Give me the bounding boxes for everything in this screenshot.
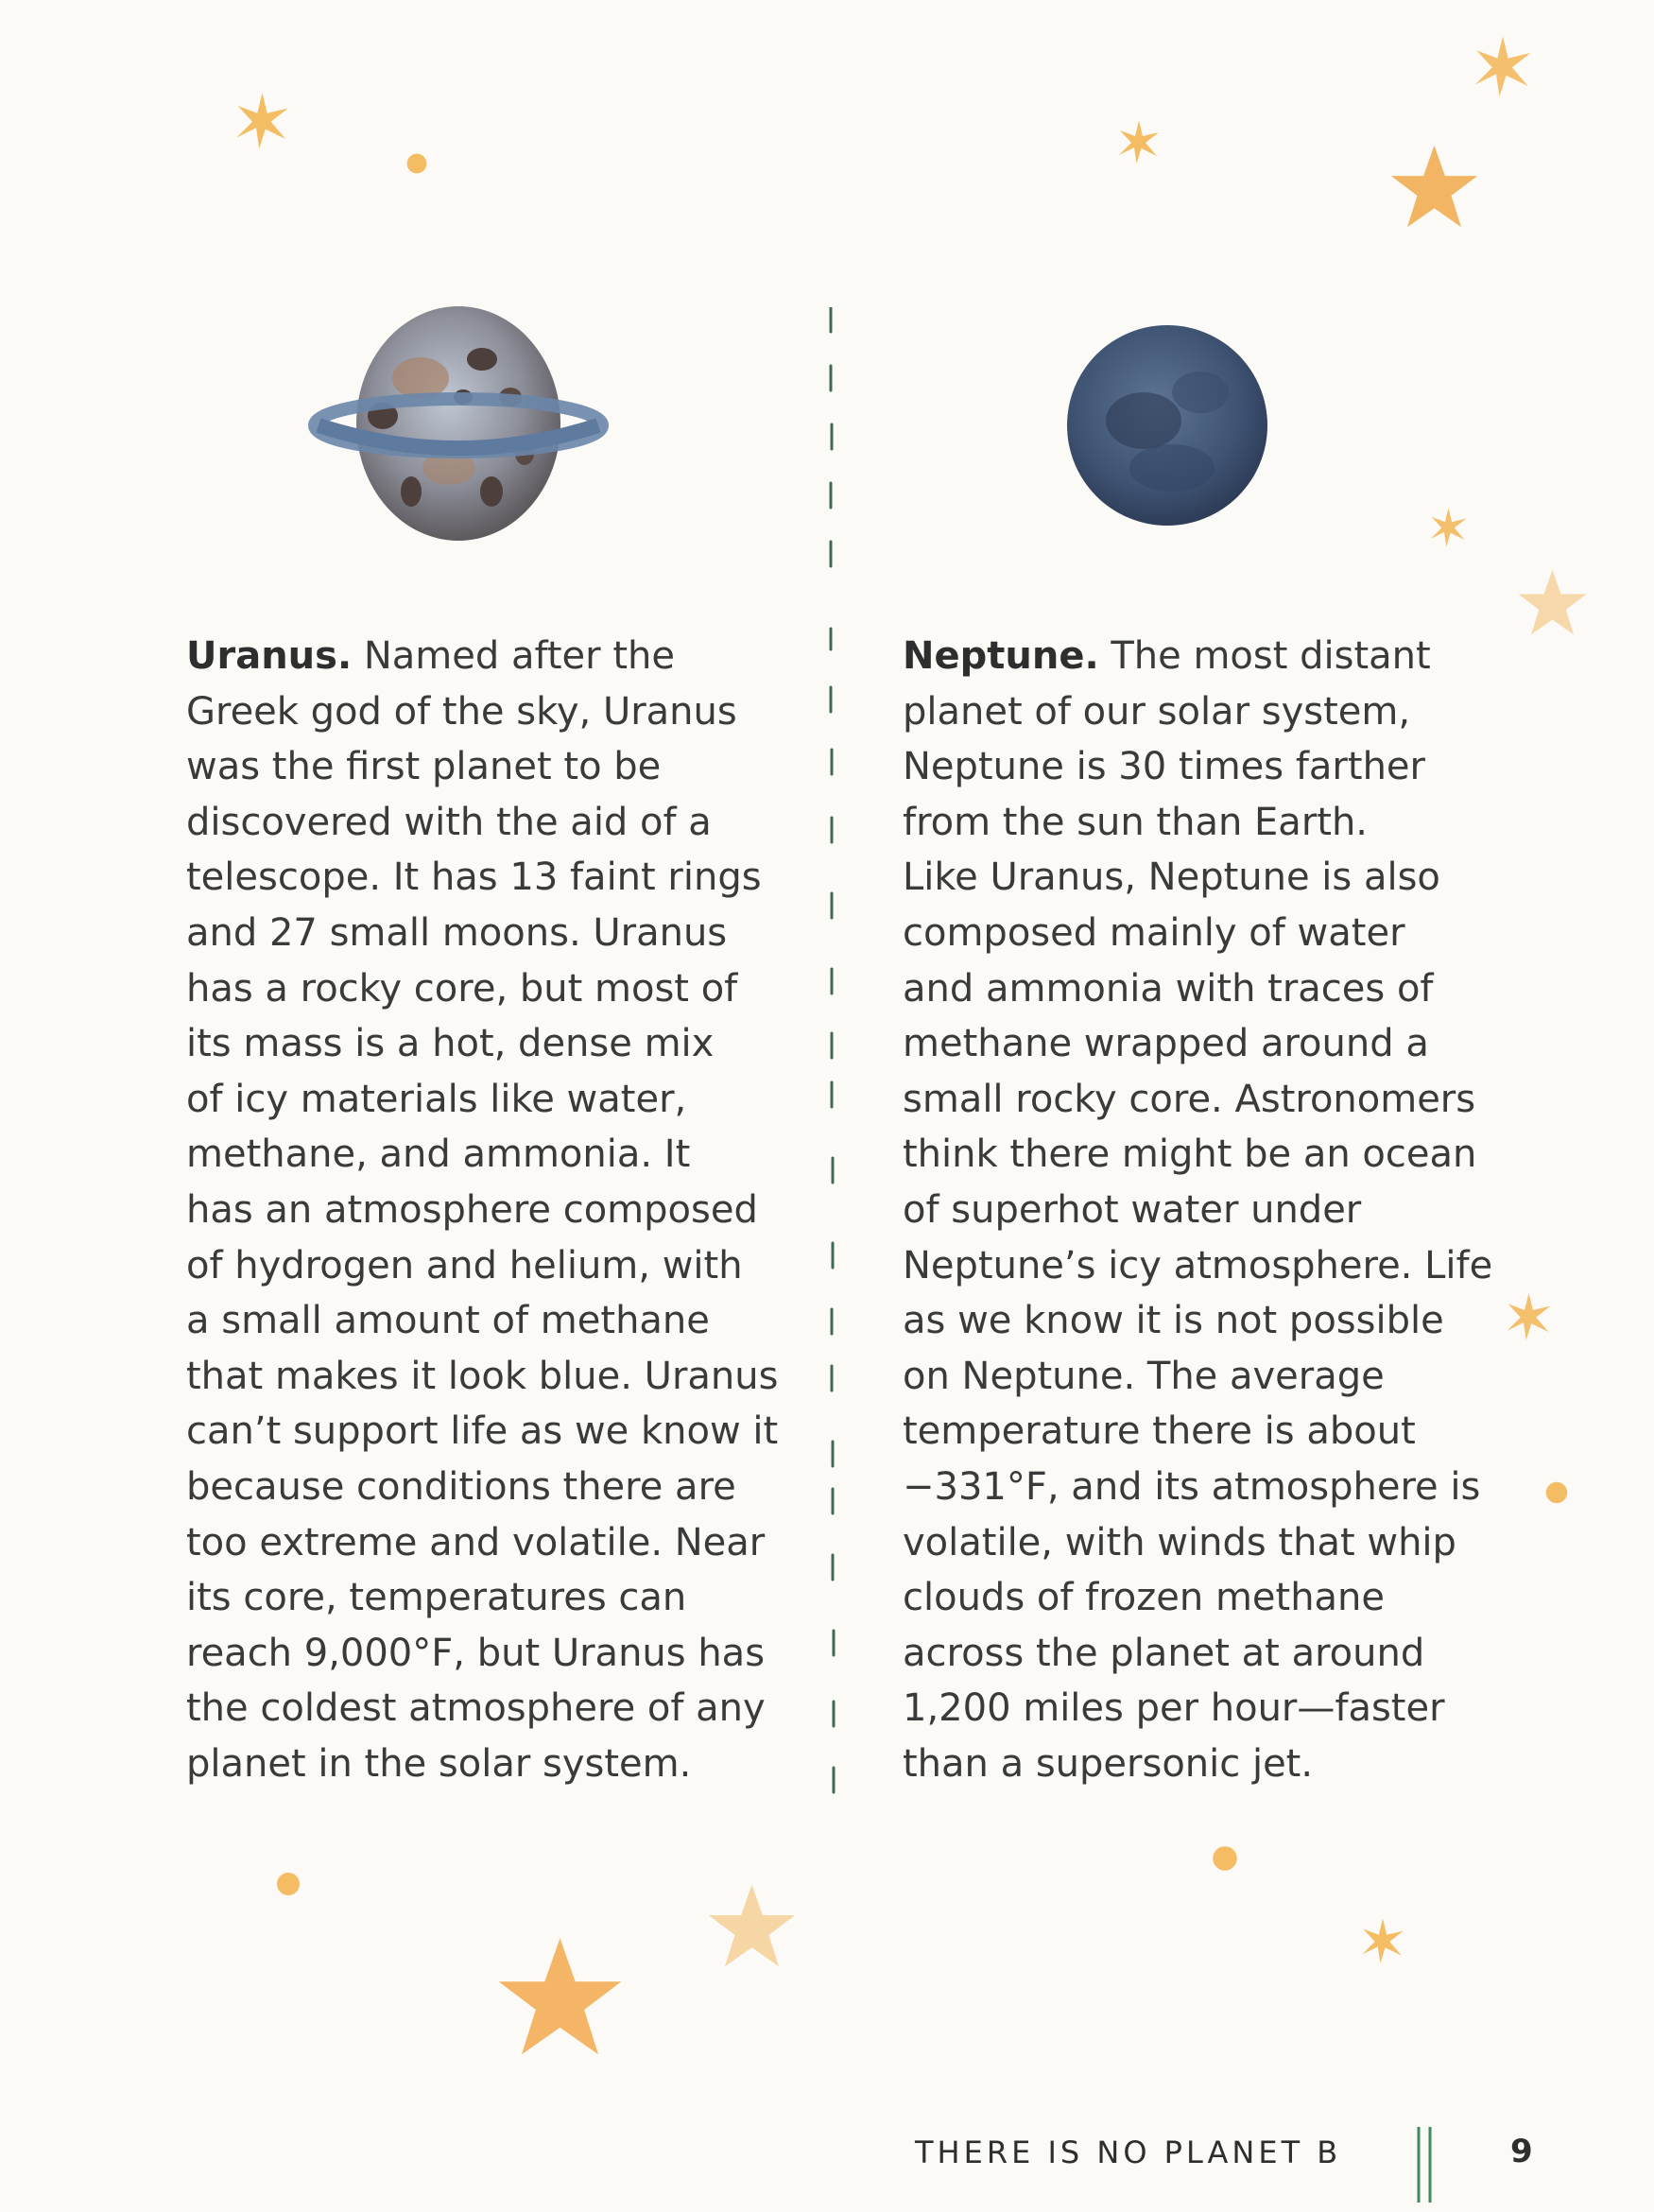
star-icon <box>1389 142 1479 232</box>
uranus-paragraph-line: planet in the solar system. <box>186 1741 692 1786</box>
neptune-paragraph-line: of superhot water under <box>903 1187 1362 1232</box>
neptune-lead-heading: Neptune. <box>903 634 1099 678</box>
neptune-line-text: The most distant <box>1098 634 1431 678</box>
neptune-paragraph-line: think there might be an ocean <box>903 1132 1477 1177</box>
uranus-paragraph-line: a small amount of methane <box>186 1299 710 1343</box>
uranus-paragraph-line: the coldest atmosphere of any <box>186 1686 766 1731</box>
column-divider <box>826 307 837 1810</box>
star-icon <box>1470 33 1536 99</box>
star-icon <box>1115 118 1163 165</box>
neptune-text-column <box>903 629 1508 1791</box>
uranus-paragraph-line: because conditions there are <box>186 1464 736 1509</box>
footer-divider-bars <box>1411 2127 1439 2203</box>
uranus-paragraph-line <box>186 629 791 684</box>
neptune-paragraph-line: and ammonia with traces of <box>903 966 1434 1011</box>
neptune-paragraph-line: Like Uranus, Neptune is also <box>903 855 1440 900</box>
uranus-paragraph-line: and 27 small moons. Uranus <box>186 910 728 955</box>
star-icon <box>1503 1290 1555 1342</box>
neptune-paragraph-line: 1,200 miles per hour—faster <box>903 1686 1445 1731</box>
neptune-paragraph-line: on Neptune. The average <box>903 1354 1385 1398</box>
neptune-paragraph-line: composed mainly of water <box>903 910 1405 955</box>
page-number: 9 <box>1510 2133 1533 2170</box>
uranus-paragraph-line: has an atmosphere composed <box>186 1187 758 1232</box>
star-icon <box>707 1876 797 1976</box>
uranus-paragraph-line: has a rocky core, but most of <box>186 966 738 1011</box>
star-icon <box>274 1870 302 1898</box>
uranus-paragraph-line: its mass is a hot, dense mix <box>186 1022 715 1066</box>
star-icon <box>1517 567 1588 638</box>
uranus-paragraph-line: telescope. It has 13 faint rings <box>186 855 762 900</box>
uranus-paragraph-line: reach 9,000°F, but Uranus has <box>186 1631 766 1675</box>
running-footer-title: THERE IS NO PLANET B <box>915 2134 1342 2170</box>
star-icon <box>491 1933 629 2061</box>
uranus-lead-heading: Uranus. <box>186 634 353 678</box>
uranus-planet-illustration <box>307 302 610 548</box>
uranus-paragraph-line: was the first planet to be <box>186 745 662 789</box>
neptune-paragraph-line: clouds of frozen methane <box>903 1576 1386 1620</box>
star-icon <box>405 151 429 176</box>
uranus-paragraph-line: Greek god of the sky, Uranus <box>186 689 737 734</box>
neptune-paragraph-line <box>903 629 1508 684</box>
neptune-planet-illustration <box>1059 317 1276 534</box>
uranus-paragraph-line: methane, and ammonia. It <box>186 1132 691 1177</box>
neptune-paragraph-line: Neptune’s icy atmosphere. Life <box>903 1243 1493 1287</box>
neptune-paragraph-line: −331°F, and its atmosphere is <box>903 1464 1481 1509</box>
star-icon <box>1210 1843 1240 1874</box>
star-icon <box>1358 1916 1407 1965</box>
uranus-paragraph-line: its core, temperatures can <box>186 1576 687 1620</box>
neptune-paragraph-line: Neptune is 30 times farther <box>903 745 1425 789</box>
uranus-paragraph-line: discovered with the aid of a <box>186 800 712 844</box>
uranus-line-text: Named after the <box>352 634 675 678</box>
uranus-paragraph-line: of hydrogen and helium, with <box>186 1243 743 1287</box>
neptune-paragraph-line: than a supersonic jet. <box>903 1741 1314 1786</box>
neptune-paragraph-line: planet of our solar system, <box>903 689 1411 734</box>
uranus-paragraph-line: that makes it look blue. Uranus <box>186 1354 779 1398</box>
neptune-paragraph-line: volatile, with winds that whip <box>903 1520 1456 1564</box>
star-icon <box>232 90 293 151</box>
uranus-text-column <box>186 629 791 1791</box>
neptune-paragraph-line: as we know it is not possible <box>903 1299 1444 1343</box>
star-icon <box>1427 506 1470 548</box>
uranus-paragraph-line: too extreme and volatile. Near <box>186 1520 766 1564</box>
neptune-paragraph-line: small rocky core. Astronomers <box>903 1077 1476 1121</box>
star-icon <box>1543 1479 1570 1506</box>
neptune-paragraph-line: from the sun than Earth. <box>903 800 1369 844</box>
uranus-paragraph-line: of icy materials like water, <box>186 1077 687 1121</box>
neptune-paragraph-line: across the planet at around <box>903 1631 1425 1675</box>
neptune-paragraph-line: temperature there is about <box>903 1409 1416 1454</box>
neptune-paragraph-line: methane wrapped around a <box>903 1022 1429 1066</box>
uranus-paragraph-line: can’t support life as we know it <box>186 1409 779 1454</box>
